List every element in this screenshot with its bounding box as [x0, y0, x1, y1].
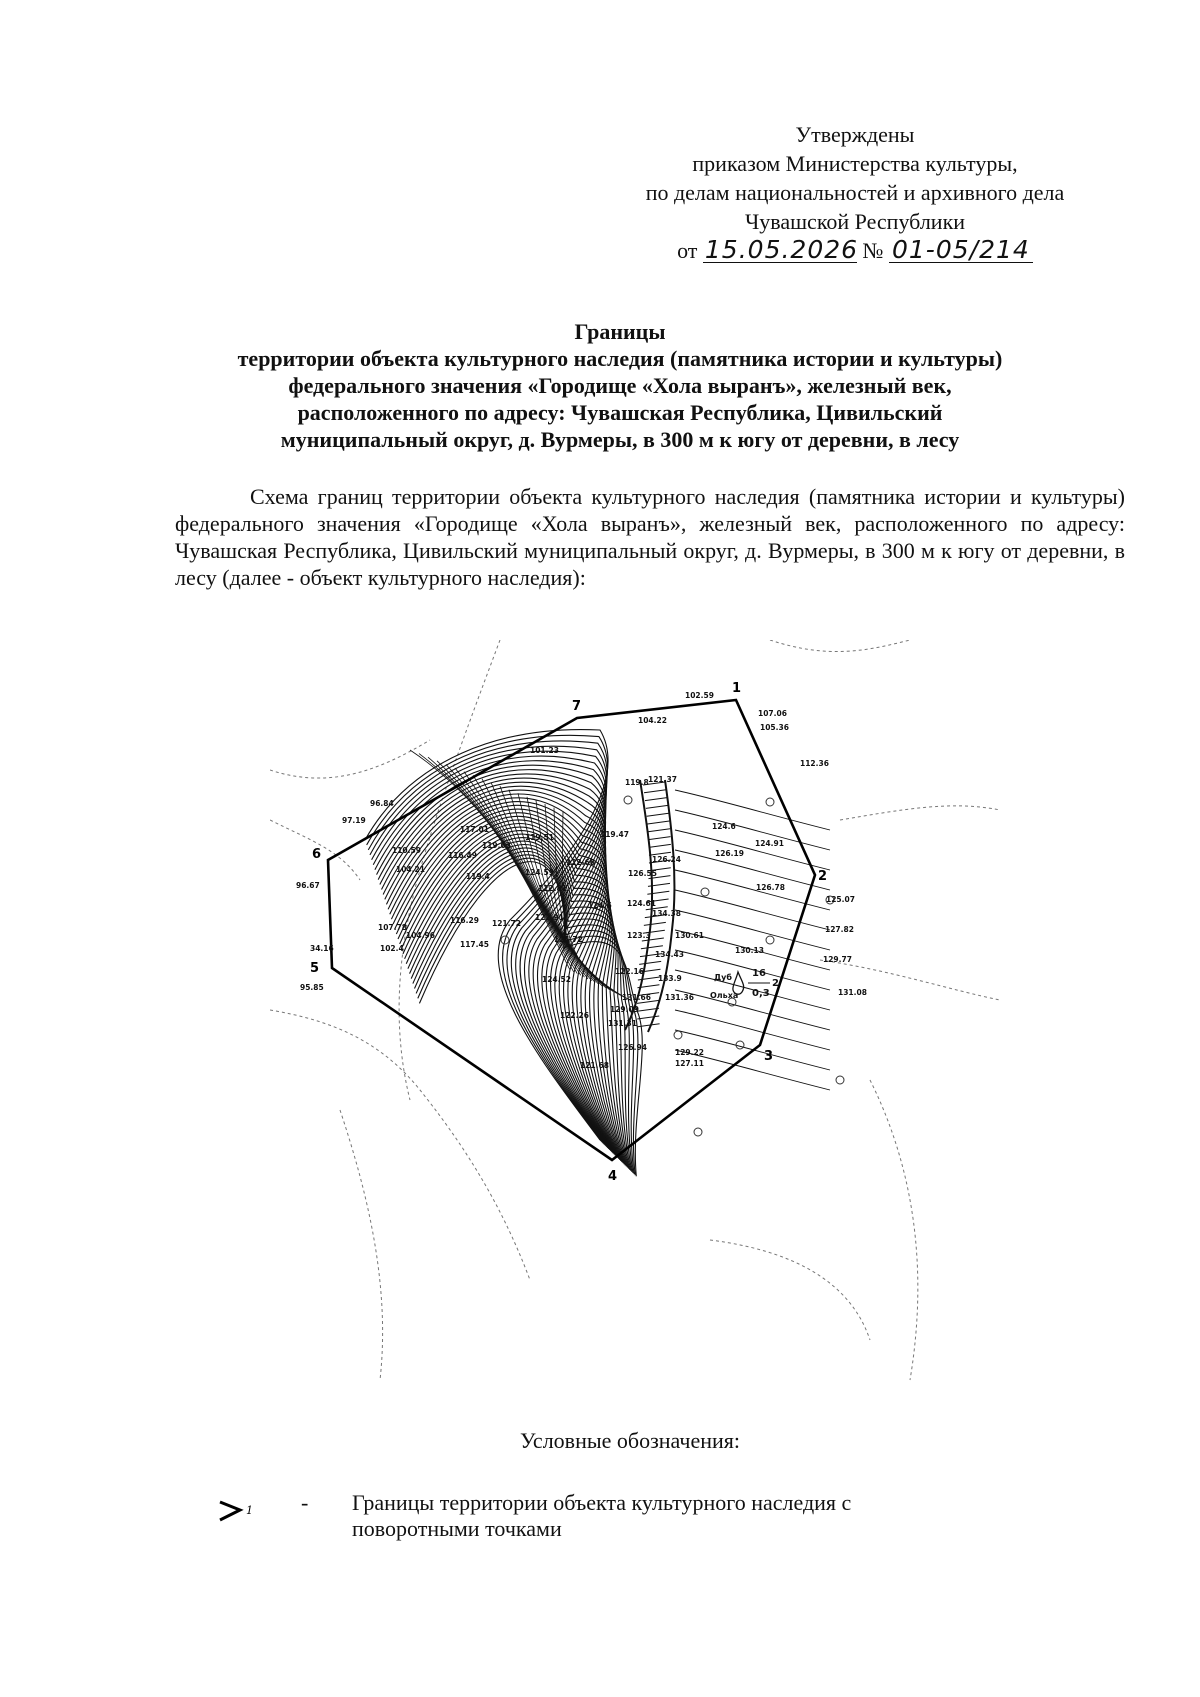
turning-point-3: 3: [764, 1049, 774, 1064]
scheme-description: Схема границ территории объекта культурного наследия (памятника истории и культуры) федерального значения «Городище «Хола выранъ», железный век, расположенного по адресу: Чувашская Республика, Цивильский муниципальный округ, д. Вурмеры, в 300 м к югу от деревни, в лесу (далее - объект культурного наследия):: [175, 484, 1125, 590]
elevation-label: 116.29: [450, 916, 479, 925]
tree-circle-marker: [694, 1128, 702, 1136]
elevation-label: 126.24: [652, 855, 681, 864]
approval-line-4: Чувашской Республики: [744, 209, 966, 234]
legend-text: Границы территории объекта культурного наследия с поворотными точками: [352, 1490, 852, 1541]
elevation-label: 124.72: [554, 935, 583, 944]
background-contour-line: [770, 640, 910, 652]
elevation-label: 104.21: [396, 865, 425, 874]
document-title: [150, 318, 1090, 453]
approval-date: 15.05.2026: [704, 235, 859, 264]
background-contour-line: [270, 1010, 530, 1280]
elevation-label: 34.16: [310, 944, 334, 953]
elevation-label: 126.55: [628, 869, 657, 878]
tree-circle-marker: [736, 1041, 744, 1049]
elevation-label: 131.66: [622, 993, 651, 1002]
tree-circle-marker: [836, 1076, 844, 1084]
approval-date-line: [560, 236, 1150, 265]
elevation-label: 131.31: [608, 1019, 637, 1028]
approval-line-2: приказом Министерства культуры,: [692, 151, 1018, 176]
elevation-label: 116.49: [448, 851, 477, 860]
elevation-label: 129.77: [823, 955, 852, 964]
hatch-mark: [641, 946, 663, 949]
contour-line: [675, 890, 830, 930]
hatch-mark: [644, 790, 666, 793]
elevation-label: 121.68: [580, 1061, 609, 1070]
approval-line-1: Утверждены: [795, 122, 915, 147]
elevation-label: 122.26: [560, 1011, 589, 1020]
tree-value-top: 16: [752, 968, 766, 979]
date-prefix: от: [677, 238, 698, 263]
elevation-label: 121.37: [648, 775, 677, 784]
elevation-label: 110.59: [392, 846, 421, 855]
elevation-label: 119.47: [600, 830, 629, 839]
legend-dash: -: [301, 1490, 309, 1515]
tree-circle-marker: [624, 796, 632, 804]
background-contour-line: [840, 806, 1000, 820]
legend-symbol-label: 1: [246, 1504, 253, 1517]
tree-label-1: Дуб: [714, 973, 732, 982]
hatch-mark: [644, 922, 666, 925]
legend-title: Условные обозначения:: [520, 1428, 741, 1453]
elevation-label: 127.11: [675, 1059, 704, 1068]
background-contour-line: [710, 1240, 870, 1340]
elevation-label: 96.84: [370, 799, 394, 808]
hatch-mark: [649, 844, 671, 847]
elevation-label: 122.91: [535, 913, 564, 922]
elevation-label: 131.08: [838, 988, 867, 997]
elevation-label: 105.36: [760, 723, 789, 732]
elevation-label: 126.78: [756, 883, 785, 892]
hatch-mark: [647, 891, 669, 894]
turning-point-2: 2: [818, 869, 828, 884]
turning-point-7: 7: [572, 699, 582, 714]
elevation-label: 123.3: [627, 931, 651, 940]
background-contour-line: [340, 1110, 383, 1380]
number-prefix: №: [862, 238, 884, 263]
hatch-mark: [639, 961, 661, 964]
approval-number: 01-05/214: [889, 238, 1033, 263]
elevation-label: 129.22: [675, 1048, 704, 1057]
elevation-label: 119.51: [525, 833, 554, 842]
elevation-label: 104.96: [406, 931, 435, 940]
elevation-label: 122.81: [538, 884, 567, 893]
elevation-label: 119.4: [466, 872, 490, 881]
elevation-label: 130.61: [675, 931, 704, 940]
contour-line: [675, 810, 830, 850]
approval-line-3: по делам национальностей и архивного дела: [645, 180, 1065, 205]
approval-block: [560, 120, 1150, 265]
contour-line: [675, 1010, 830, 1050]
tree-value-bottom: 0,3: [752, 988, 770, 999]
elevation-label: 129.09: [610, 1005, 639, 1014]
hatch-mark: [647, 813, 669, 816]
title-line-5: муниципальный округ, д. Вурмеры, в 300 м к югу от деревни, в лесу: [280, 427, 960, 452]
boundary-symbol-icon: [216, 1490, 276, 1530]
elevation-label: 124.59: [525, 868, 554, 877]
elevation-label: 96.67: [296, 881, 320, 890]
contour-line: [675, 830, 830, 870]
elevation-label: 112.36: [800, 759, 829, 768]
elevation-label: 102.59: [685, 691, 714, 700]
hatch-mark: [638, 977, 660, 980]
hatch-mark: [648, 829, 670, 832]
elevation-label: 131.36: [665, 993, 694, 1002]
elevation-label: 134.38: [652, 909, 681, 918]
elevation-label: 117.45: [460, 940, 489, 949]
title-line-3: федерального значения «Городище «Хола выранъ», железный век,: [288, 373, 952, 398]
hatch-mark: [647, 821, 669, 824]
tree-symbol: [710, 968, 779, 1000]
elevation-label: 124.6: [588, 901, 612, 910]
tree-circle-marker: [674, 1031, 682, 1039]
elevation-label: 122.16: [615, 967, 644, 976]
tree-circle-marker: [766, 936, 774, 944]
hatch-mark: [646, 805, 668, 808]
elevation-label: 126.94: [618, 1043, 647, 1052]
tree-value-mid: 2: [772, 978, 779, 989]
elevation-label: 119.63: [482, 841, 511, 850]
turning-point-4: 4: [608, 1169, 618, 1184]
elevation-label: 122.66: [566, 858, 595, 867]
title-line-4: расположенного по адресу: Чувашская Республика, Цивильский: [297, 400, 943, 425]
elevation-label: 126.19: [715, 849, 744, 858]
tree-circle-marker: [701, 888, 709, 896]
hatch-mark: [649, 837, 671, 840]
elevation-label: 133.9: [658, 974, 682, 983]
elevation-label: 127.82: [825, 925, 854, 934]
tree-circle-marker: [766, 798, 774, 806]
elevation-label: 121.72: [492, 919, 521, 928]
turning-point-6: 6: [312, 847, 322, 862]
turning-point-1: 1: [732, 681, 742, 696]
title-line-1: Границы: [574, 319, 666, 344]
elevation-label: 124.61: [627, 899, 656, 908]
title-line-2: территории объекта культурного наследия (памятника истории и культуры): [237, 346, 1003, 371]
elevation-label: 117.01: [460, 825, 489, 834]
turning-point-5: 5: [310, 961, 320, 976]
background-contour-line: [270, 740, 430, 778]
background-contour-line: [870, 1080, 918, 1380]
elevation-label: 95.85: [300, 983, 324, 992]
elevation-label: 101.23: [530, 746, 559, 755]
legend-row-boundary: [216, 1490, 1016, 1550]
contour-line: [675, 790, 830, 830]
boundary-scheme-map: [270, 640, 1000, 1395]
elevation-label: 107.06: [758, 709, 787, 718]
tree-label-2: Ольха: [710, 991, 739, 1000]
elevation-label: 134.43: [655, 950, 684, 959]
elevation-label: 107.78: [378, 923, 407, 932]
elevation-label: 97.19: [342, 816, 366, 825]
elevation-label: 130.13: [735, 946, 764, 955]
elevation-label: 102.4: [380, 944, 404, 953]
elevation-label: 119.8: [625, 778, 649, 787]
hatch-mark: [645, 798, 667, 801]
contour-line: [675, 910, 830, 950]
elevation-label: 124.6: [712, 822, 736, 831]
elevation-label: 124.91: [755, 839, 784, 848]
elevation-label: 104.22: [638, 716, 667, 725]
elevation-label: 125.07: [826, 895, 855, 904]
elevation-label: 124.52: [542, 975, 571, 984]
hatch-mark: [637, 1016, 659, 1019]
